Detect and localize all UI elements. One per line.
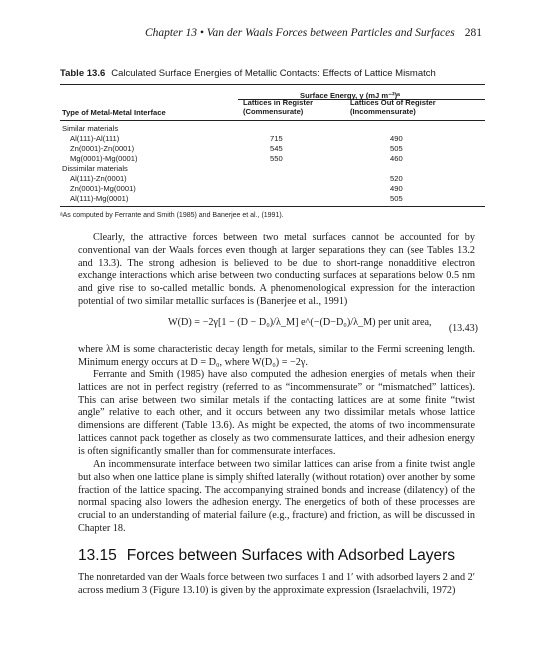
paragraph-1-text: Clearly, the attractive forces between two metal surfaces cannot be accounted for by conventional van der Waals forces even though at larger separations they can (see Tables 13.2 and 13.3). The strong adhesion is believed to be due to short-range nonadditive electron exchange interactions which arise between two conducting surfaces at separations below 0.5 nm and give rise to so-called metallic bonds. A phenomenological expression for the interaction potential of two similar metallic surfaces is (Banerjee et al., 1991) [78,232,475,307]
paragraph-4-text: An incommensurate interface between two similar lattices can arise from a finite twist angle but also when one lattice plane is simply shifted laterally (without rotation) over another by some fraction of the lattice spacing. The accompanying strained bonds and increase (dilatency) of the normal spacing also lowers the adhesion energy. The energetics of both of these processes are crucial to an understanding of material failure (e.g., fracture) and friction, as will be discussed in Chapter 18. [78,459,475,534]
running-head-title: Chapter 13 • Van der Waals Forces between Particles and Surfaces [144,27,455,39]
col-commensurate-line2: (Commensurate) [243,107,304,116]
row-label: Al(111)-Mg(0001) [70,194,129,203]
table-footnote: ᵃAs computed by Ferrante and Smith (1985) and Banerjee et al., (1991). [60,212,284,219]
row-label: Al(111)-Zn(0001) [70,174,127,183]
row-incommensurate: 520 [390,174,403,183]
table-row [62,134,482,144]
table-row [62,184,482,194]
row-commensurate: 550 [270,154,283,163]
table-title: Calculated Surface Energies of Metallic Contacts: Effects of Lattice Mismatch [111,68,436,79]
type-header: Type of Metal-Metal Interface [62,108,166,117]
section-number: 13.15 [78,547,117,564]
table-row [62,154,482,164]
group-similar-label: Similar materials [62,124,119,133]
running-head [60,27,482,43]
row-label: Mg(0001)-Mg(0001) [70,154,138,163]
section-paragraph-text: The nonretarded van der Waals force between two surfaces 1 and 1′ with adsorbed layers 2 and 2′ across medium 3 (Figure 13.10) is given by the approximate expression (Israelachvili, 1972) [78,572,475,596]
col-incommensurate-header [350,98,436,116]
paragraph-4 [78,459,475,536]
section-heading [78,547,455,565]
equation-13-43 [168,317,478,345]
row-label: Zn(0001)-Zn(0001) [70,144,135,153]
table-caption [60,68,490,79]
col-incommensurate-line2: (Incommensurate) [350,107,416,116]
page-number: 281 [464,27,482,39]
row-incommensurate: 460 [390,154,403,163]
table-top-rule [60,84,485,85]
paragraph-2 [78,344,475,370]
row-incommensurate: 505 [390,194,403,203]
group-dissimilar-label: Dissimilar materials [62,164,128,173]
row-incommensurate: 490 [390,134,403,143]
surface-energy-header: Surface Energy, γ (mJ m⁻²)ᵃ [300,91,400,100]
paragraph-3 [78,369,475,459]
section-paragraph [78,572,475,598]
col-commensurate-header [243,98,313,116]
table-row [62,194,482,204]
table-row [62,174,482,184]
equation-text: W(D) = −2γ[1 − (D − D₀)/λ_M] e^(−(D−D₀)/λ_M) per unit area, [168,317,432,328]
row-commensurate: 715 [270,134,283,143]
table-bottom-rule [60,206,485,207]
paragraph-3-text: Ferrante and Smith (1985) have also computed the adhesion energies of metals when their lattices are not in perfect registry (referred to as “incommensurate” or “mismatched” lattices). This can arise between two similar metals if the contacting lattices are at some finite “twist angle” relative to each other, and it occurs between any two dissimilar metals whose lattice dimensions are different (Table 13.6). As might be expected, the atoms of two incommensurate lattices cannot pack together as closely as two commensurate lattices, and their adhesion energy is often significantly smaller than for commensurate interfaces. [78,369,475,457]
row-incommensurate: 490 [390,184,403,193]
col-commensurate-line1: Lattices in Register [243,98,314,107]
row-label: Al(111)-Al(111) [70,134,120,143]
table-row [62,144,482,154]
col-incommensurate-line1: Lattices Out of Register [350,98,436,107]
row-label: Zn(0001)-Mg(0001) [70,184,136,193]
group-similar [62,124,482,134]
row-incommensurate: 505 [390,144,403,153]
group-dissimilar [62,164,482,174]
paragraph-1 [78,232,475,309]
equation-number: (13.43) [448,323,478,334]
paragraph-2-text: where λM is some characteristic decay length for metals, similar to the Fermi screening length. Minimum energy occurs at D = D₀, where W(D₀) = −2γ. [78,344,475,368]
table-header-rule [60,120,485,121]
table-label: Table 13.6 [60,68,106,79]
section-title: Forces between Surfaces with Adsorbed Layers [126,547,456,564]
row-commensurate: 545 [270,144,283,153]
